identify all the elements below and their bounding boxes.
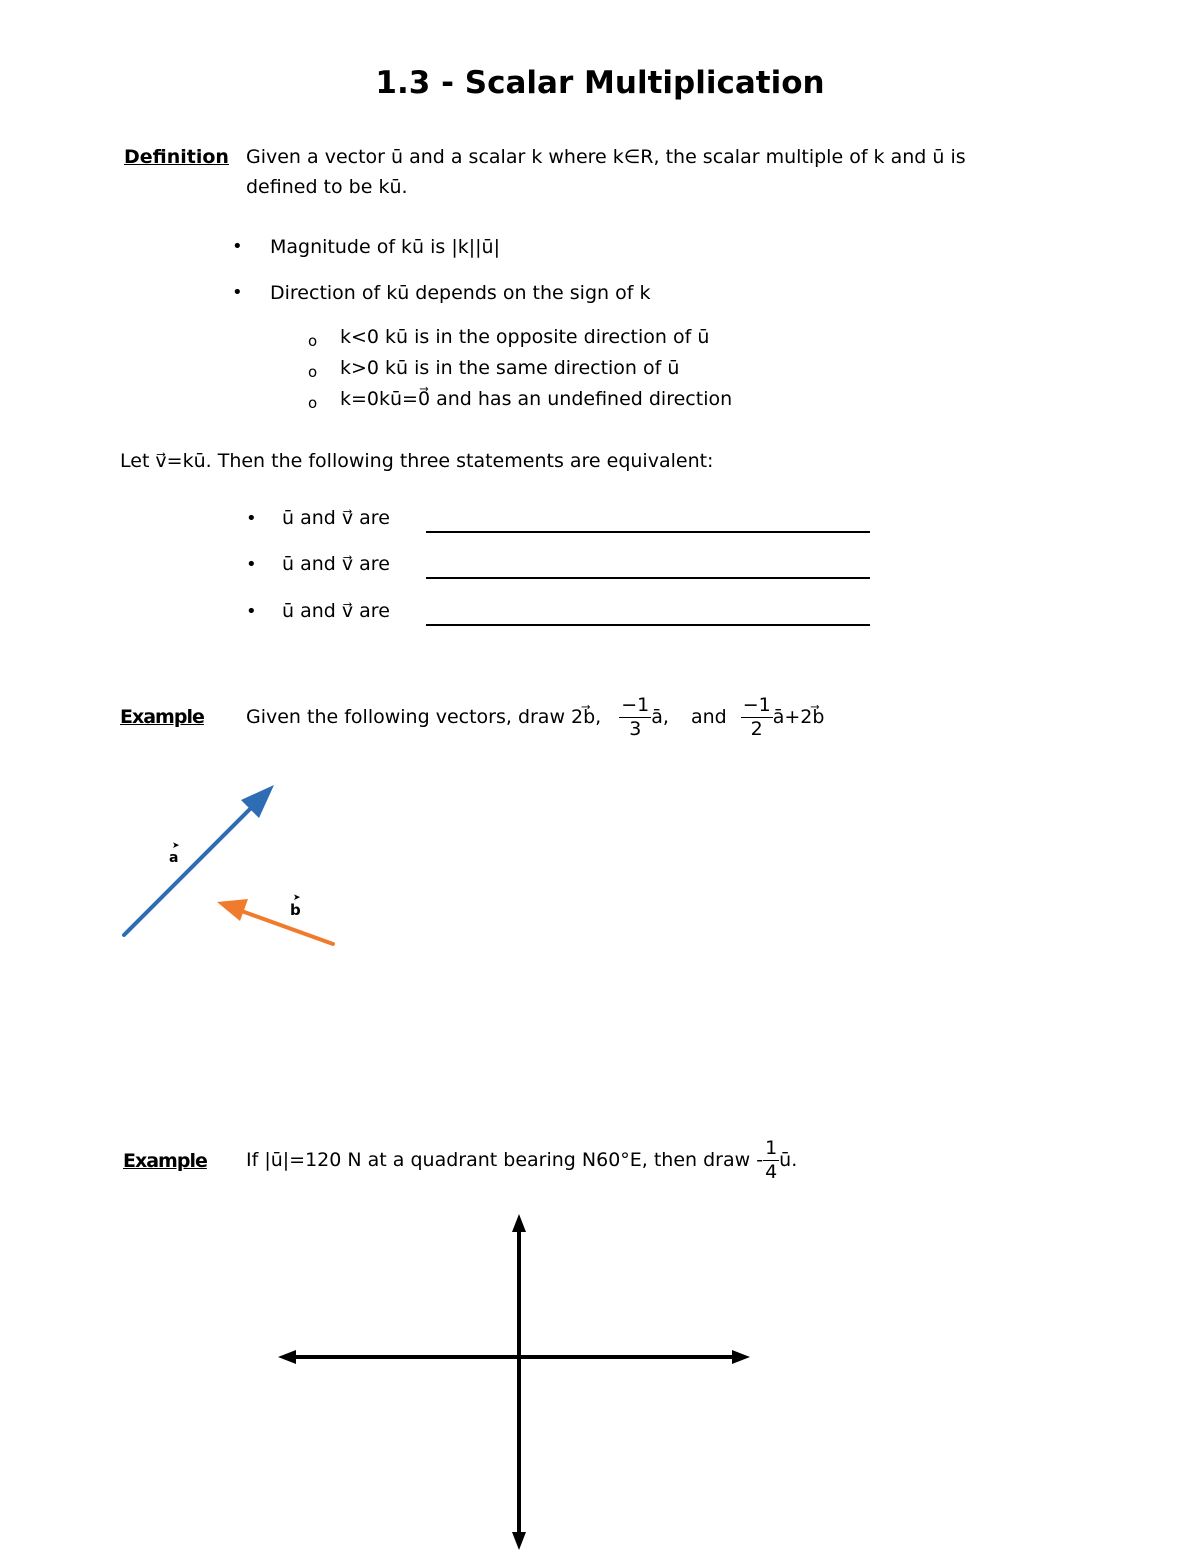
bullet-marker: • <box>232 282 243 303</box>
equivalent-item-2: ū and v⃗ are <box>282 553 390 575</box>
example-2-text: If |ū|=120 N at a quadrant bearing N60°E, then draw - <box>246 1149 764 1171</box>
vector-arrow-icon: ➤ <box>293 893 301 903</box>
magnitude-bullet: Magnitude of kū is |k||ū| <box>270 236 501 258</box>
definition-label: Definition <box>124 146 229 168</box>
example-2-label: Example <box>123 1150 207 1172</box>
sub-bullet-marker: o <box>308 332 318 350</box>
sub-bullet-positive: k>0 kū is in the same direction of ū <box>340 357 680 379</box>
bullet-marker: • <box>246 601 257 622</box>
page-title: 1.3 - Scalar Multiplication <box>375 65 825 101</box>
vector-b-arrow <box>236 909 333 944</box>
vector-arrow-icon: ➤ <box>172 841 180 851</box>
example-1-and: and <box>690 706 727 728</box>
x-axis-right-arrowhead <box>732 1350 750 1364</box>
sub-bullet-zero: k=0kū=0⃗ and has an undefined direction <box>340 388 733 410</box>
example-1-text: Given the following vectors, draw 2b⃗, <box>246 706 602 728</box>
fraction-neg-one-half: $\frac{-1}{2}$ <box>742 693 771 740</box>
sub-bullet-marker: o <box>308 363 318 381</box>
y-axis-down-arrowhead <box>512 1532 526 1550</box>
vector-a-label: ➤ a <box>169 841 180 866</box>
equivalent-item-3: ū and v⃗ are <box>282 600 390 622</box>
sub-bullet-negative: k<0 kū is in the opposite direction of ū <box>340 326 710 348</box>
fraction-one-quarter: $\frac{1}{4}$ <box>765 1136 778 1183</box>
vector-b-arrowhead <box>217 899 248 921</box>
vector-b-label: ➤ b <box>290 893 301 919</box>
fraction-neg-one-third: $\frac{-1}{3}$ <box>621 693 650 740</box>
example-1-after-frac1: ā, <box>651 706 669 728</box>
bullet-marker: • <box>232 236 243 257</box>
x-axis-left-arrowhead <box>278 1350 296 1364</box>
example-1-after-frac2: ā+2b⃗ <box>772 706 825 728</box>
definition-line-1: Given a vector ū and a scalar k where k∈R, the scalar multiple of k and ū is <box>246 146 966 168</box>
let-statement: Let v⃗=kū. Then the following three statements are equivalent: <box>120 450 714 472</box>
definition-line-2: defined to be kū. <box>246 176 408 198</box>
example-2-prompt <box>246 1132 797 1188</box>
example-1-label: Example <box>120 706 204 728</box>
bullet-marker: • <box>246 508 257 529</box>
sub-bullet-marker: o <box>308 394 318 412</box>
equivalent-item-1: ū and v⃗ are <box>282 507 390 529</box>
direction-bullet: Direction of kū depends on the sign of k <box>270 282 651 304</box>
bullet-marker: • <box>246 554 257 575</box>
example-2-after-frac: ū. <box>779 1149 798 1171</box>
y-axis-up-arrowhead <box>512 1214 526 1232</box>
